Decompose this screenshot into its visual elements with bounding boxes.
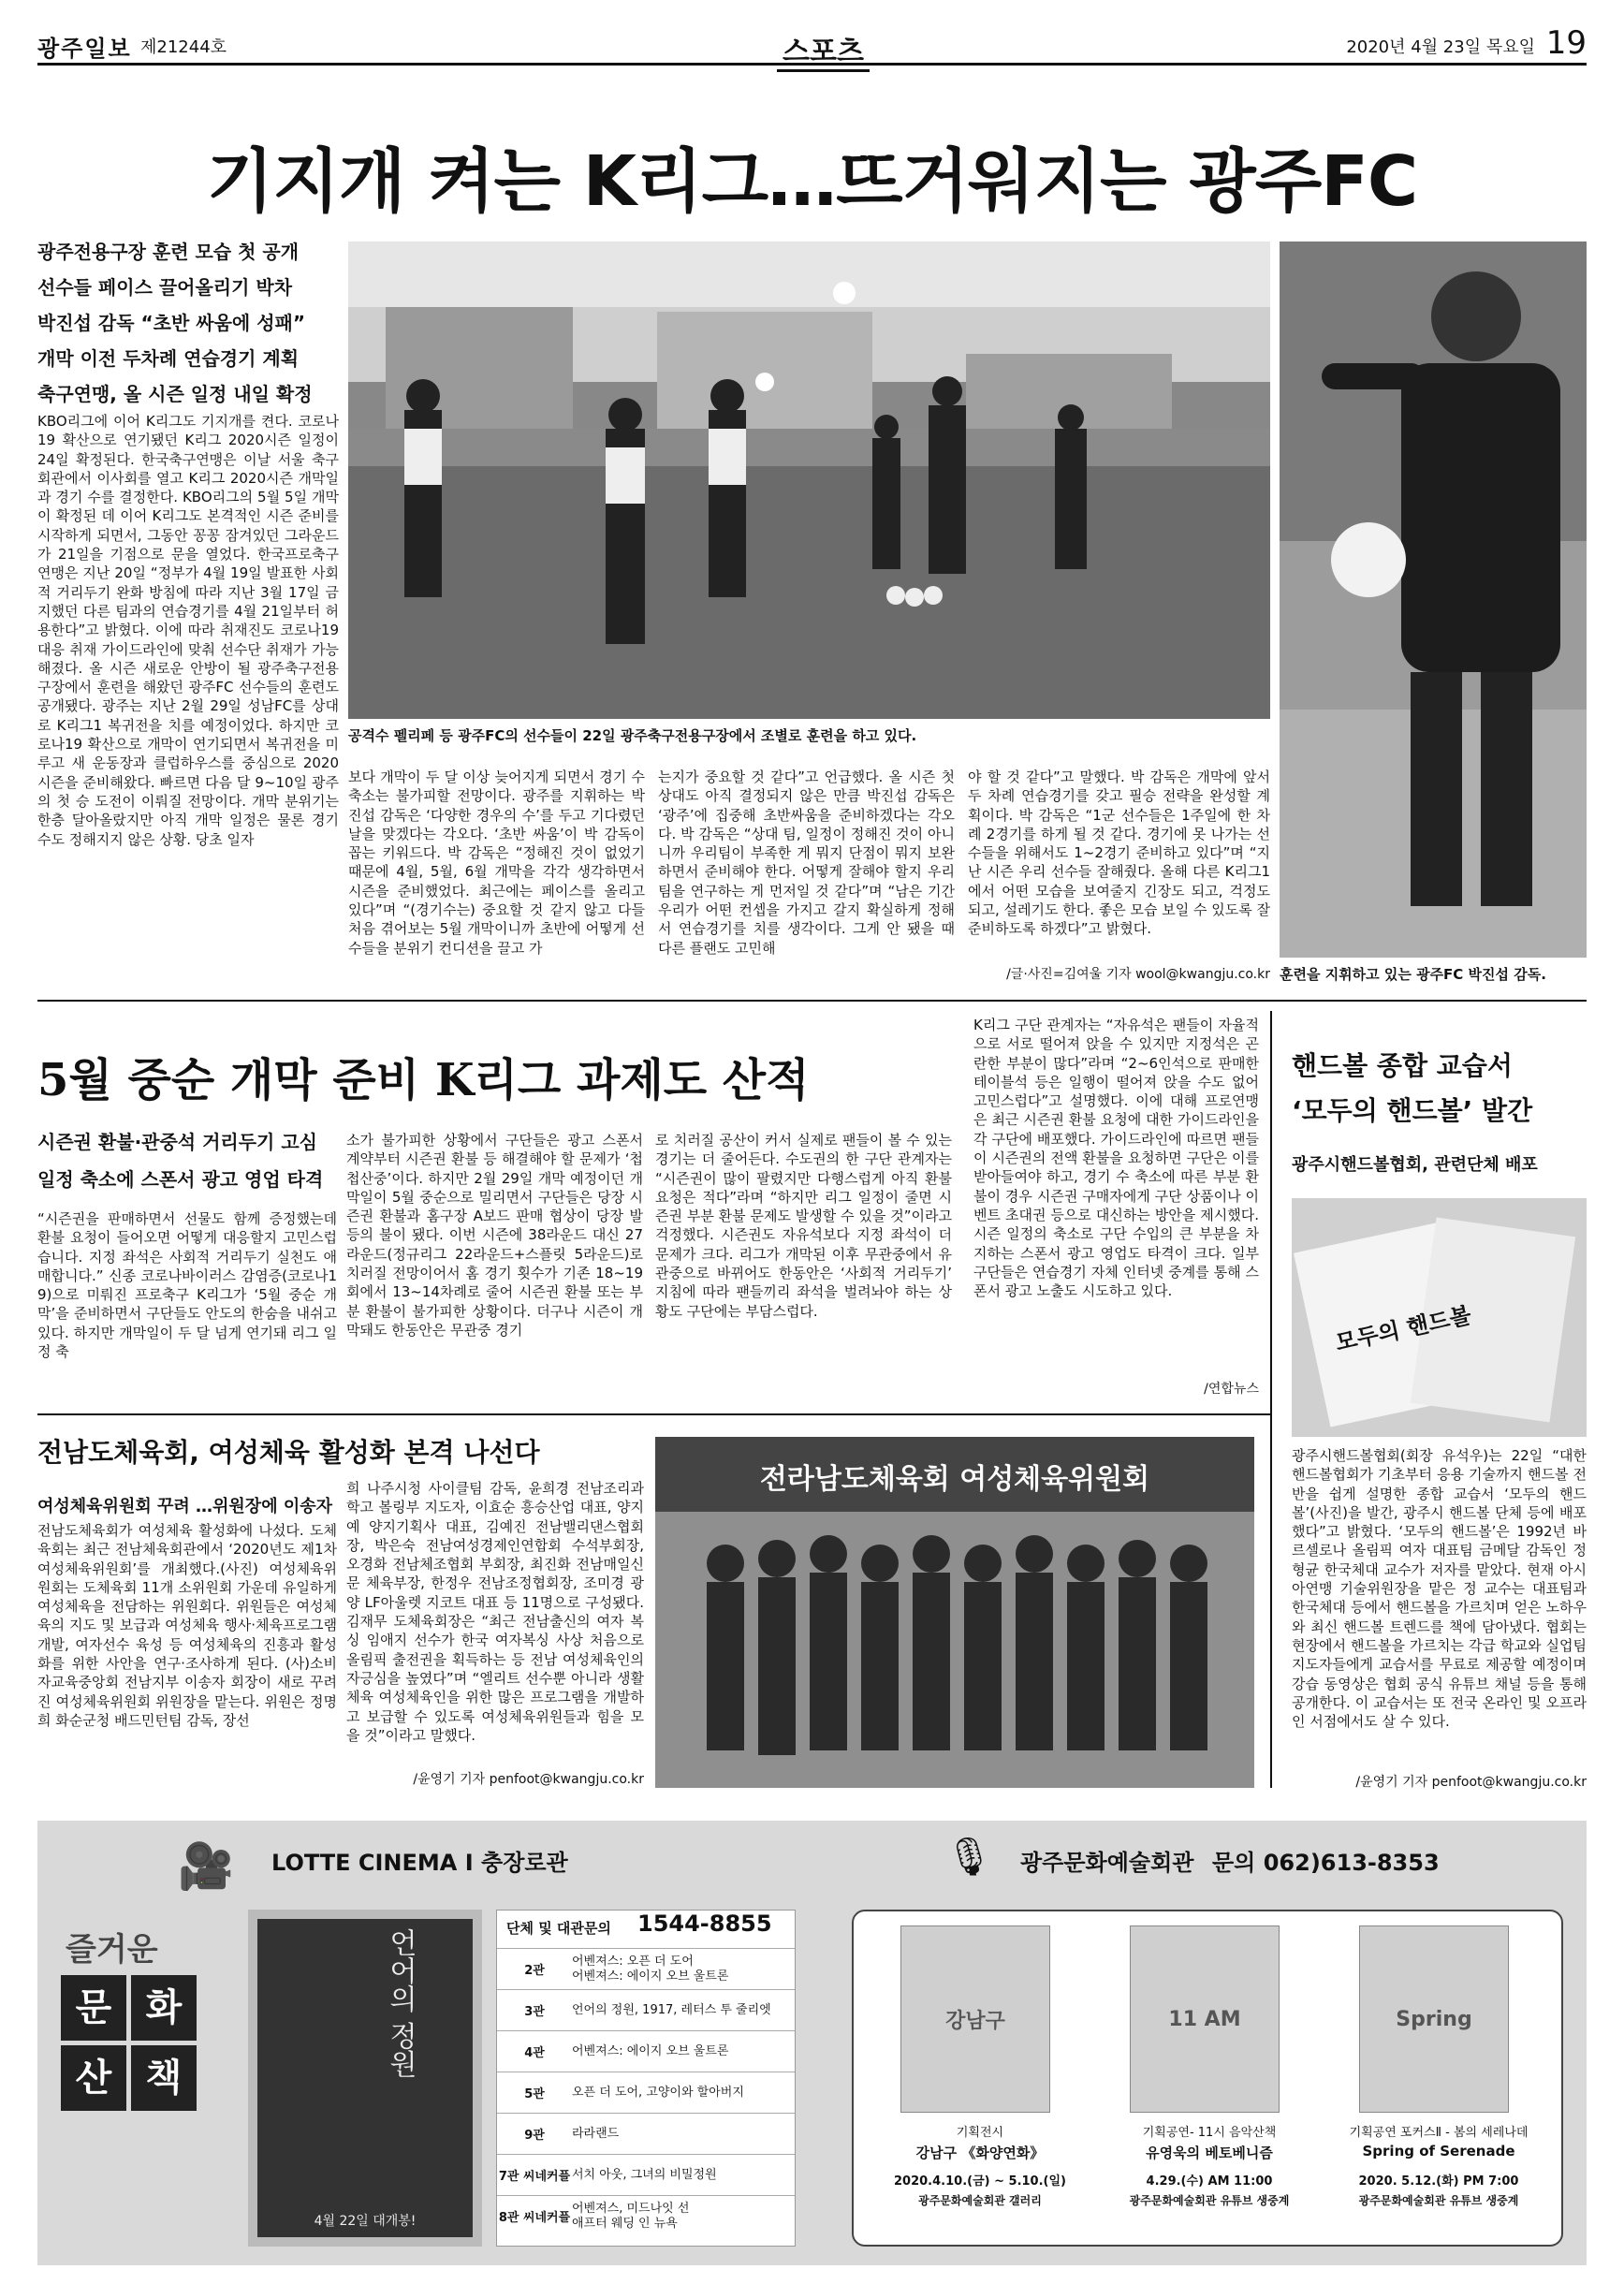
schedule-hall: 7관 씨네커플	[498, 2170, 571, 2184]
coach-photo-image	[1280, 242, 1587, 958]
event-place: 광주문화예술회관 유튜브 생중계	[1129, 2194, 1290, 2207]
page-header	[37, 24, 1587, 68]
schedule-hall: 4관	[524, 2046, 545, 2060]
schedule-movies: 어벤져스, 미드나잇 선 애프터 웨딩 인 뉴욕	[572, 2201, 690, 2231]
ad-block: 책	[131, 2045, 197, 2111]
main-body-col3: 는지가 중요할 것 같다”고 언급했다. 올 시즌 첫 상대도 아직 결정되지 않은 만큼 박진섭 감독은 ‘광주’에 집중해 초반싸움을 준비하겠다는 각오다. 박 감독은 “상대 팀, 일정이 정해진 것이 아니니까 우리팀이 부족한 게 뭐지 단점이 뭐지 보완하면서 준비해야 한다. 어떻게 잘해야 할지 우리팀을 연구하는 게 먼저일 것 같다”며 “남은 기간 우리가 어떤 컨셉을 가지고 갈지 확실하게 정해서 연습경기를 치를 생각이다. 그게 안 됐을 때 다른 플랜도 고민해	[658, 769, 955, 957]
subhead: 시즌권 환불·관중석 거리두기 고심	[37, 1131, 317, 1153]
handball-title-line1: 핸드볼 종합 교습서	[1292, 1050, 1513, 1081]
schedule-row	[497, 2072, 795, 2113]
coach-photo-caption: 훈련을 지휘하고 있는 광주FC 박진섭 감독.	[1280, 966, 1546, 983]
subhead: 일정 축소에 스폰서 광고 영업 타격	[37, 1168, 324, 1191]
microphone-icon: 🎙	[945, 1836, 993, 1879]
ad-block: 화	[131, 1975, 197, 2041]
schedule-row	[497, 2195, 795, 2236]
women-byline: /윤영기 기자 penfoot@kwangju.co.kr	[413, 1772, 644, 1787]
training-photo	[348, 242, 1270, 719]
main-subheads	[37, 234, 337, 412]
arts-event	[1102, 1925, 1317, 2234]
kleague-headline: 5월 중순 개막 준비 K리그 과제도 산적	[37, 1054, 810, 1106]
page-number: 19	[1545, 24, 1587, 62]
handball-body: 광주시핸드볼협회(회장 유석우)는 22일 “대한 핸드볼협회가 기초부터 응용 기술까지 핸드볼 전반을 쉽게 설명한 종합 교습서 ‘모두의 핸드볼’(사진)을 발간, 광주시 핸드볼 단체 등에 배포했다”고 밝혔다. ‘모두의 핸드볼’은 1992년 바르셀로나 올림픽 여자 대표팀 금메달 감독인 정형균 한국체대 교수가 저자를 맡았다. 현재 아시아연맹 기술위원장을 맡은 정 교수는 대표팀과 한국체대 등에서 핸드볼을 가르치며 얻은 노하우와 최신 핸드볼 트렌드를 책에 담아냈다. 협회는 현장에서 핸드볼을 가르치는 각급 학교와 실업팀 지도자들에게 교습서를 무료로 제공할 예정이며 강습 동영상은 협회 공식 유튜브 채널 등을 통해 공개한다. 이 교습서는 또 전국 온라인 및 오프라인 서점에서도 살 수 있다.	[1292, 1447, 1587, 1731]
event-date: 4.29.(수) AM 11:00	[1146, 2174, 1273, 2189]
main-body-col2: 보다 개막이 두 달 이상 늦어지게 되면서 경기 수 축소는 불가피할 전망이다. 광주를 지휘하는 박진섭 감독은 ‘다양한 경우의 수’를 두고 기다렸던 날을 맞겠다는 각오다. ‘초반 싸움’이 박 감독이 꼽는 키워드다. 박 감독은 “정해진 것이 없었기 때문에 4월, 5월, 6월 개막을 각각 생각하면서 시즌을 준비했었다. 최근에는 페이스를 올리고 있다”며 “(경기수는) 중요할 것 같지 않고 다들 처음 겪어보는 5월 개막이니까 초반에 어떻게 선수들을 분위기 컨디션을 끌고 가	[348, 769, 645, 957]
kleague-body-col2: 소가 불가피한 상황에서 구단들은 광고 스폰서 계약부터 시즌권 환불 등 해결해야 할 문제가 ‘첩첩산중’이다. 하지만 2월 29일 개막 예정이던 개막일이 5월 중순으로 밀리면서 구단들은 당장 시즌권 환불과 홈구장 A보드 판매 협상이 당장 발등의 불이 됐다. 이번 시즌에 38라운드 대신 27라운드(정규리그 22라운드+스플릿 5라운드)로 치러질 전망이어서 홈 경기 횟수가 기존 18~19회에서 13~14차례로 줄어 시즌권 환불 또는 부분 환불이 불가피한 상황이다. 더구나 시즌이 개막돼도 한동안은 무관중 경기	[346, 1132, 643, 1339]
group-booking-phone: 1544-8855	[637, 1911, 772, 1937]
committee-banner-text: 전라남도체육회 여성체육위원회	[759, 1463, 1150, 1496]
arts-center-title: 광주문화예술회관	[1020, 1850, 1194, 1876]
event-type: 기획공연 포커스Ⅱ - 봄의 세레나데	[1349, 2126, 1529, 2140]
film-projector-icon: 🎥	[178, 1840, 234, 1893]
section-divider	[37, 1000, 1587, 1002]
main-headline: 기지개 켜는 K리그…뜨거워지는 광주FC	[206, 141, 1418, 222]
cinema-title: LOTTE CINEMA I 충장로관	[271, 1850, 568, 1876]
schedule-hall: 2관	[524, 1964, 545, 1978]
women-body-col2: 희 나주시청 사이클팀 감독, 윤희경 전남조리과학고 볼링부 지도자, 이효순 흥승산업 대표, 양지예 양지기획사 대표, 김예진 전남밸리댄스협회장, 박은숙 전남여성경제인연합회 수석부회장, 오경화 전남체조협회 부회장, 최진화 전남매일신문 체육부장, 한정우 전남조정협회장, 조미경 광양 LF아울렛 지코트 대표 등 11명으로 구성됐다. 김재무 도체육회장은 “최근 전남출신의 여자 복싱 임애지 선수가 한국 여자복싱 사상 처음으로 올림픽 출전권을 획득하는 등 전남 여성체육인의 자긍심을 높였다”며 “엘리트 선수뿐 아니라 생활체육 여성체육인을 위한 많은 프로그램을 개발하고 보급할 수 있도록 여성체육위원들과 힘을 모을 것”이라고 말했다.	[346, 1480, 644, 1744]
schedule-movies: 언어의 정원, 1917, 레터스 투 줄리엣	[572, 2002, 771, 2017]
schedule-hall: 9관	[524, 2129, 545, 2143]
book-cover-title: 모두의 핸드볼	[1333, 1301, 1474, 1356]
cinema-schedule	[496, 1910, 796, 2247]
event-type: 기획공연- 11시 음악산책	[1142, 2126, 1277, 2140]
event-poster-text: 강남구	[945, 2009, 1005, 2033]
handball-book-photo	[1292, 1198, 1587, 1437]
column-divider	[1270, 1011, 1272, 1788]
main-body-col4: 야 할 것 같다”고 말했다. 박 감독은 개막에 앞서 두 차례 연습경기를 갖고 필승 전략을 완성할 계획이다. 박 감독은 “1군 선수들은 1주일에 한 차례 2경기를 하게 될 것 같다. 경기에 못 나가는 선수들을 위해서도 1~2경기 준비하고 있다”며 “지난 시즌 우리 선수들 잘해줬다. 올해 다른 K리그1에서 어떤 모습을 보여줄지 긴장도 되고, 걱정도 되고, 설레기도 한다. 좋은 모습 보일 수 있도록 잘 준비하도록 하겠다”고 밝혔다.	[968, 769, 1270, 938]
subhead: 선수들 페이스 끌어올리기 박차	[37, 276, 293, 299]
handball-title	[1292, 1044, 1587, 1134]
movie-poster-title: 언어의 정원	[384, 1928, 417, 2078]
main-body-col1: KBO리그에 이어 K리그도 기지개를 켠다. 코로나19 확산으로 연기됐던 K리그 2020시즌 일정이 24일 확정된다. 한국축구연맹은 이날 서울 축구회관에서 이사회를 열고 K리그 2020시즌 개막일과 경기 수를 결정한다. KBO리그의 5월 5일 개막이 확정된 데 이어 K리그도 본격적인 시즌 준비를 시작하게 되면서, 그동안 꽁꽁 잠겨있던 그라운드가 21일을 기점으로 문을 열었다. 한국프로축구연맹은 지난 20일 “정부가 4월 19일 발표한 사회적 거리두기 완화 방침에 따라 지난 3월 17일 금지했던 다른 팀과의 연습경기를 4월 21일부터 허용한다”고 밝혔다. 이에 따라 취재진도 코로나19 대응 취재 가이드라인에 맞춰 선수단 취재가 가능해졌다. 올 시즌 새로운 안방이 될 광주축구전용구장에서 훈련을 해왔던 광주FC 선수들의 훈련도 공개됐다. 광주는 지난 2월 29일 성남FC를 상대로 K리그1 복귀전을 치를 예정이었다. 하지만 코로나19 확산으로 개막이 연기되면서 복귀전을 미루고 새 운동장과 클럽하우스를 중심으로 2020시즌을 준비해왔다. 빠르면 다음 달 9~10일 광주의 첫 승 도전이 이뤄질 전망이다. 개막 분위기는 한층 달아올랐지만 아직 개막 일정은 물론 경기 수도 정해지지 않은 상황. 당초 일자	[37, 413, 339, 848]
section-divider	[37, 1413, 1270, 1415]
main-byline: /글·사진=김여울 기자 wool@kwangju.co.kr	[1006, 967, 1270, 982]
subhead: 박진섭 감독 “초반 싸움에 성패”	[37, 312, 305, 334]
schedule-row	[497, 2113, 795, 2154]
kleague-body-col1: “시즌권을 판매하면서 선물도 함께 증정했는데 환불 요청이 들어오면 어떻게 대응할지 고민스럽습니다. 지정 좌석은 사회적 거리두기 실천도 애매합니다.” 신종 코로나바이러스 감염증(코로나19)으로 미뤄진 프로축구 K리그가 ‘5월 중순 개막’을 준비하면서 구단들도 안도의 한숨을 내쉬고 있다. 하지만 개막일이 두 달 넘게 연기돼 리그 일정 축	[37, 1210, 337, 1361]
handball-title-line2: ‘모두의 핸드볼’ 발간	[1292, 1095, 1533, 1126]
event-poster	[1130, 1925, 1280, 2113]
schedule-row	[497, 1989, 795, 2030]
subhead: 개막 이전 두차례 연습경기 계획	[37, 347, 300, 370]
issue-number: 제21244호	[140, 37, 227, 57]
subhead: 축구연맹, 올 시즌 일정 내일 확정	[37, 383, 313, 405]
ad-block: 문	[61, 1975, 126, 2041]
culture-ad-section	[37, 1821, 1587, 2265]
schedule-row	[497, 1948, 795, 1989]
event-poster	[1359, 1925, 1509, 2113]
handball-byline: /윤영기 기자 penfoot@kwangju.co.kr	[1355, 1775, 1587, 1790]
event-title: 유영욱의 베토베니즘	[1146, 2145, 1273, 2161]
issue-date: 2020년 4월 23일 목요일	[1346, 37, 1535, 57]
arts-event	[1331, 1925, 1546, 2234]
event-poster-text: 11 AM	[1168, 2007, 1241, 2031]
kleague-body-col3: 로 치러질 공산이 커서 실제로 팬들이 볼 수 있는 경기는 더 줄어든다. 수도권의 한 구단 관계자는 “시즌권이 많이 팔렸지만 다행스럽게 아직 환불 요청은 적다”라며 “하지만 리그 일정이 줄면 시즌권 부분 환불 문제도 발생할 수 있을 것”이라고 걱정했다. 시즌권도 자유석보다 지정 좌석이 더 문제가 크다. 리그가 개막된 이후 무관중에서 유관중으로 바뀌어도 한동안은 ‘사회적 거리두기’ 지침에 따라 팬들끼리 좌석을 벌려놔야 하는 상황도 구단에는 부담스럽다.	[655, 1132, 952, 1320]
ad-block: 산	[61, 2045, 126, 2111]
newspaper-name: 광주일보	[37, 35, 132, 62]
women-committee-photo	[655, 1437, 1254, 1788]
event-title: 강남구 《화양연화》	[915, 2145, 1045, 2161]
committee-group-image	[655, 1512, 1254, 1788]
schedule-movies: 어벤져스: 에이지 오브 울트론	[572, 2043, 729, 2058]
event-date: 2020. 5.12.(화) PM 7:00	[1358, 2174, 1519, 2189]
kleague-byline: /연합뉴스	[1204, 1382, 1259, 1397]
subhead: 광주전용구장 훈련 모습 첫 공개	[37, 241, 300, 263]
schedule-row	[497, 2154, 795, 2195]
ad-series-title-top: 즐거운	[66, 1931, 158, 1969]
schedule-movies: 오픈 더 도어, 고양이와 할아버지	[572, 2085, 744, 2100]
schedule-hall: 3관	[524, 2005, 545, 2019]
schedule-movies: 라라랜드	[572, 2126, 620, 2141]
schedule-movies: 어벤져스: 오픈 더 도어 어벤져스: 에이지 오브 울트론	[572, 1954, 729, 1984]
ad-series-title-blocks	[61, 1975, 201, 2162]
event-date: 2020.4.10.(금) ~ 5.10.(일)	[894, 2174, 1066, 2189]
movie-poster	[248, 1910, 482, 2247]
kleague-subheads	[37, 1123, 339, 1198]
event-poster-text: Spring	[1396, 2007, 1472, 2031]
kleague-body-col4: K리그 구단 관계자는 “자유석은 팬들이 자율적으로 서로 떨어져 앉을 수 있지만 지정석은 곤란한 부분이 많다”라며 “2~6인석으로 판매한 테이블석 등은 일행이 떨어져 앉을 수도 없어 고민스럽다”고 설명했다. 이에 대해 프로연맹은 최근 시즌권 환불 요청에 대한 가이드라인을 각 구단에 배포했다. 가이드라인에 따르면 팬들이 시즌권의 전액 환불을 요청하면 구단은 이를 받아들여야 하고, 경기 수 축소에 따른 부분 환불이 경우 시즌권 구매자에게 구단 상품이나 이벤트 초대권 등으로 대신하는 방안을 제시했다. 시즌 일정의 축소로 구단 수입의 큰 부분을 차지하는 스폰서 광고 영업도 타격이 크다. 일부 구단들은 연습경기 자체 인터넷 중계를 통해 스폰서 광고 노출도 시도하고 있다.	[973, 1017, 1259, 1300]
section-name: 스포츠	[777, 28, 870, 72]
training-photo-caption: 공격수 펠리페 등 광주FC의 선수들이 22일 광주축구전용구장에서 조별로 훈련을 하고 있다.	[348, 727, 917, 744]
group-booking-label: 단체 및 대관문의	[506, 1920, 611, 1937]
women-headline: 전남도체육회, 여성체육 활성화 본격 나선다	[37, 1437, 540, 1468]
arts-events-panel	[852, 1910, 1563, 2247]
schedule-hall: 5관	[524, 2087, 545, 2101]
women-subhead: 여성체육위원회 꾸려 …위원장에 이송자	[37, 1497, 333, 1516]
schedule-movies: 서치 아웃, 그녀의 비밀정원	[572, 2167, 717, 2182]
event-poster	[900, 1925, 1050, 2113]
arts-event	[872, 1925, 1088, 2234]
event-place: 광주문화예술회관 유튜브 생중계	[1358, 2194, 1519, 2207]
event-place: 광주문화예술회관 갤러리	[918, 2194, 1042, 2207]
coach-photo	[1280, 242, 1587, 958]
handball-subhead: 광주시핸드볼협회, 관련단체 배포	[1292, 1155, 1538, 1175]
schedule-hall: 8관 씨네커플	[498, 2211, 571, 2225]
event-title: Spring of Serenade	[1362, 2143, 1515, 2160]
training-photo-image	[348, 242, 1270, 719]
women-body-col1: 전남도체육회가 여성체육 활성화에 나섰다. 도체육회는 최근 전남체육회관에서 ‘2020년도 제1차 여성체육위원회’를 개최했다.(사진) 여성체육위원회는 도체육회 11개 소위원회 가운데 유일하게 여성체육을 전담하는 위원회다. 위원들은 여성체육의 지도 및 보급과 여성체육 행사·체육프로그램 개발, 여자선수 육성 등 여성체육의 진흥과 활성화를 위한 사안을 연구·조사하게 된다. (사)소비자교육중앙회 전남지부 이송자 회장이 새로 꾸려진 여성체육위원회 위원장을 맡는다. 위원은 정명희 화순군청 배드민턴팀 감독, 장선	[37, 1522, 337, 1729]
arts-center-phone: 문의 062)613-8353	[1212, 1850, 1440, 1876]
event-type: 기획전시	[956, 2126, 1004, 2140]
movie-poster-date: 4월 22일 대개봉!	[314, 2214, 417, 2229]
schedule-row	[497, 2030, 795, 2072]
